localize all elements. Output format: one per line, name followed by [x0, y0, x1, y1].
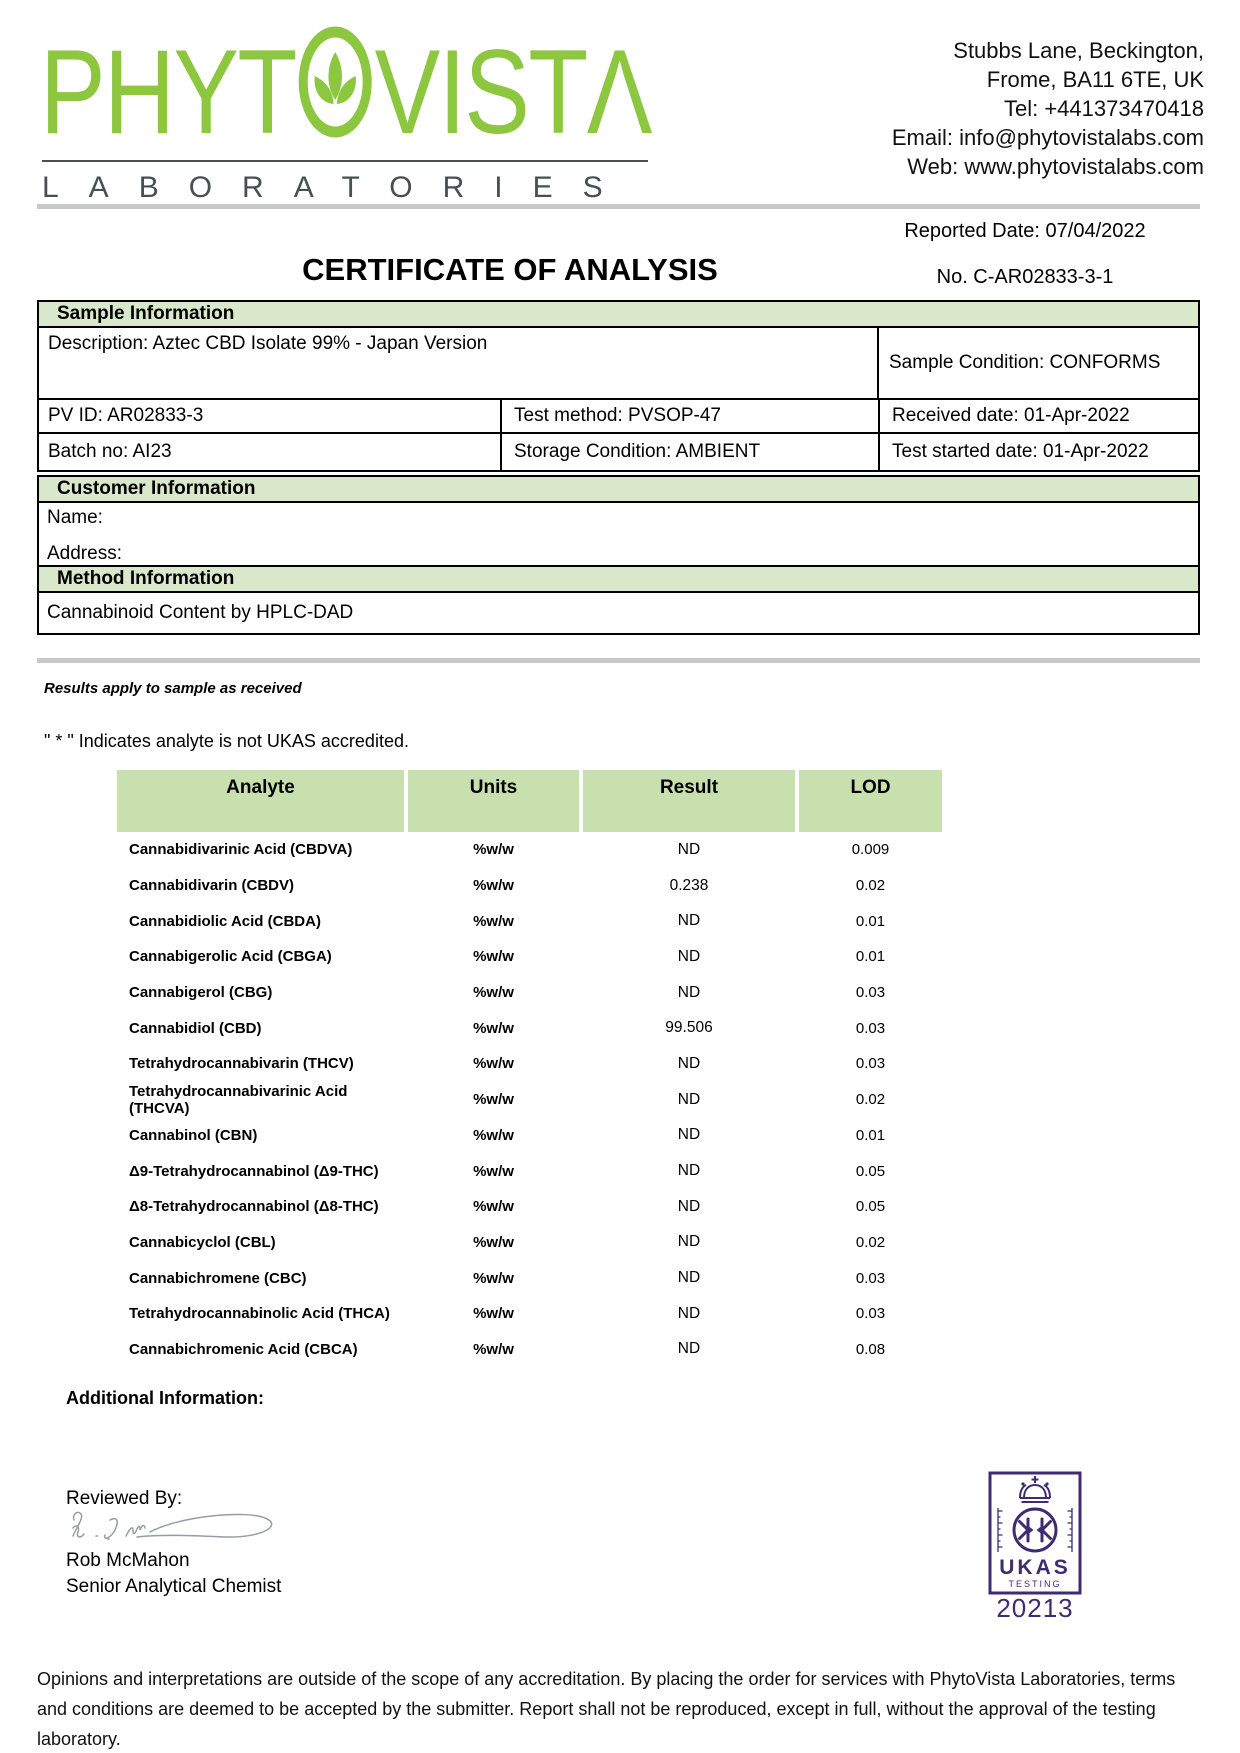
section-divider	[37, 658, 1200, 663]
analyte-cell: Δ9-Tetrahydrocannabinol (Δ9-THC)	[129, 1162, 379, 1180]
report-number: No. C-AR02833-3-1	[936, 266, 1114, 288]
units-cell: %w/w	[473, 1233, 514, 1251]
page-title: CERTIFICATE OF ANALYSIS	[302, 252, 718, 287]
analyte-cell: Cannabigerolic Acid (CBGA)	[129, 948, 332, 966]
lod-cell: 0.02	[855, 1233, 886, 1251]
reviewed-by-label: Reviewed By:	[66, 1488, 183, 1509]
analyte-cell: Cannabichromenic Acid (CBCA)	[129, 1340, 358, 1358]
ukas-mark	[987, 1470, 1083, 1630]
lod-cell: 0.01	[855, 948, 886, 966]
result-cell: ND	[677, 840, 701, 858]
contact-web: Web: www.phytovistalabs.com	[907, 154, 1204, 179]
reviewer-name: Rob McMahon	[66, 1550, 190, 1571]
result-cell: ND	[677, 983, 701, 1001]
table-row	[117, 868, 942, 904]
lod-cell: 0.08	[855, 1340, 886, 1358]
method-field: Cannabinoid Content by HPLC-DAD	[47, 602, 354, 623]
ukas-device-icon	[1014, 1509, 1056, 1551]
result-cell: ND	[677, 1090, 701, 1108]
lod-cell: 0.03	[855, 1019, 886, 1037]
result-cell: ND	[677, 1126, 701, 1144]
units-cell: %w/w	[473, 1055, 514, 1073]
table-row	[117, 1046, 942, 1082]
units-cell: %w/w	[473, 984, 514, 1002]
lod-cell: 0.02	[855, 877, 886, 895]
result-cell: ND	[677, 1340, 701, 1358]
table-row	[117, 1225, 942, 1261]
result-cell: ND	[677, 1162, 701, 1180]
method-information-header: Method Information	[39, 567, 1198, 593]
analyte-cell: Cannabidiol (CBD)	[129, 1019, 262, 1037]
contact-tel: Tel: +441373470418	[1003, 96, 1204, 121]
phytovista-logo	[40, 26, 651, 157]
test-method-field: Test method: PVSOP-47	[502, 400, 880, 432]
result-cell: ND	[677, 947, 701, 965]
results-note: Results apply to sample as received	[44, 680, 302, 697]
accreditation-note: " * " Indicates analyte is not UKAS accredited.	[44, 731, 409, 751]
analyte-cell: Cannabicyclol (CBL)	[129, 1233, 276, 1251]
description-field: Description: Aztec CBD Isolate 99% - Japan Version	[39, 328, 879, 398]
ukas-org-text: UKAS	[999, 1556, 1071, 1579]
units-cell: %w/w	[473, 1091, 514, 1109]
analyte-cell: Cannabigerol (CBG)	[129, 984, 273, 1002]
column-header-units: Units	[408, 770, 579, 832]
column-header-lod: LOD	[799, 770, 942, 832]
column-header-result: Result	[583, 770, 795, 832]
table-row	[117, 1296, 942, 1332]
method-information-section	[37, 565, 1200, 635]
customer-address-field: Address:	[47, 543, 122, 564]
column-header-analyte: Analyte	[117, 770, 404, 832]
logo-text-part1: PHYT	[40, 24, 296, 159]
result-cell: ND	[677, 1269, 701, 1287]
test-started-date-field: Test started date: 01-Apr-2022	[892, 441, 1149, 462]
table-row	[117, 1189, 942, 1225]
units-cell: %w/w	[473, 1305, 514, 1323]
result-cell: 99.506	[665, 1019, 713, 1037]
result-cell: ND	[677, 1233, 701, 1251]
lod-cell: 0.03	[855, 1305, 886, 1323]
sample-information-header: Sample Information	[39, 302, 1198, 328]
analyte-cell: Cannabichromene (CBC)	[129, 1269, 307, 1287]
units-cell: %w/w	[473, 877, 514, 895]
footer-disclaimer: Opinions and interpretations are outside of the scope of any accreditation. By placing the order for services with PhytoVista Laboratories, terms and conditions are deemed to be accepted by the submitter. Report shall not be reproduced, except in full, without the approval of the testing laboratory.	[37, 1669, 1176, 1749]
contact-address-line2: Frome, BA11 6TE, UK	[986, 67, 1204, 92]
lod-cell: 0.01	[855, 1126, 886, 1144]
ukas-scheme-text: TESTING	[1008, 1579, 1062, 1589]
sample-information-section	[37, 300, 1200, 472]
units-cell: %w/w	[473, 1269, 514, 1287]
units-cell: %w/w	[473, 1126, 514, 1144]
table-row	[117, 975, 942, 1011]
customer-information-section	[37, 475, 1200, 567]
table-row	[117, 939, 942, 975]
description-row	[39, 328, 1198, 400]
ukas-ruler-ticks	[998, 1508, 1072, 1552]
header-divider	[37, 204, 1200, 209]
customer-name-field: Name:	[47, 507, 103, 528]
analyte-cell: Tetrahydrocannabivarin (THCV)	[129, 1055, 354, 1073]
table-row	[117, 1010, 942, 1046]
table-row	[117, 1332, 942, 1368]
logo-text-part2: VIST	[374, 24, 587, 159]
analyte-cell: Tetrahydrocannabivarinic Acid (THCVA)	[129, 1082, 348, 1117]
sample-ids-row	[39, 400, 1198, 434]
table-row	[117, 903, 942, 939]
sample-condition-field: Sample Condition: CONFORMS	[889, 352, 1161, 373]
logo-text-part3: Λ	[586, 24, 651, 159]
lod-cell: 0.05	[855, 1198, 886, 1216]
units-cell: %w/w	[473, 912, 514, 930]
pv-id-field: PV ID: AR02833-3	[39, 400, 502, 432]
lod-cell: 0.03	[855, 1055, 886, 1073]
analyte-cell: Cannabinol (CBN)	[129, 1126, 258, 1144]
reported-date: Reported Date: 07/04/2022	[904, 220, 1146, 242]
customer-information-box	[39, 503, 1198, 565]
results-table-header	[117, 770, 942, 832]
analyte-cell: Tetrahydrocannabinolic Acid (THCA)	[129, 1305, 390, 1323]
contact-address-line1: Stubbs Lane, Beckington,	[953, 38, 1204, 63]
lod-cell: 0.05	[855, 1162, 886, 1180]
result-cell: ND	[677, 1197, 701, 1215]
logo-subtitle: LABORATORIES	[42, 160, 648, 205]
result-cell: ND	[677, 912, 701, 930]
table-row	[117, 1260, 942, 1296]
units-cell: %w/w	[473, 1019, 514, 1037]
lod-cell: 0.01	[855, 912, 886, 930]
units-cell: %w/w	[473, 841, 514, 859]
received-date-field: Received date: 01-Apr-2022	[892, 405, 1130, 426]
result-cell: ND	[677, 1054, 701, 1072]
ukas-number: 20213	[996, 1593, 1074, 1623]
result-cell: ND	[677, 1304, 701, 1322]
analyte-cell: Cannabidivarin (CBDV)	[129, 877, 295, 895]
storage-condition-field: Storage Condition: AMBIENT	[502, 434, 880, 470]
contact-email: Email: info@phytovistalabs.com	[891, 125, 1204, 150]
lod-cell: 0.02	[855, 1091, 886, 1109]
customer-information-header: Customer Information	[39, 477, 1198, 503]
units-cell: %w/w	[473, 1162, 514, 1180]
result-cell: 0.238	[669, 876, 709, 894]
table-row	[117, 1153, 942, 1189]
lod-cell: 0.03	[855, 984, 886, 1002]
leaf-o-icon	[298, 26, 373, 157]
lod-cell: 0.03	[855, 1269, 886, 1287]
reviewer-title: Senior Analytical Chemist	[66, 1576, 282, 1597]
table-row	[117, 1082, 942, 1118]
lab-contact-block	[892, 36, 1204, 181]
batch-no-field: Batch no: AI23	[39, 434, 502, 470]
table-row	[117, 1118, 942, 1154]
units-cell: %w/w	[473, 1198, 514, 1216]
units-cell: %w/w	[473, 948, 514, 966]
table-row	[117, 832, 942, 868]
additional-information-label: Additional Information:	[66, 1388, 264, 1408]
results-table	[117, 770, 942, 1367]
batch-row	[39, 434, 1198, 470]
results-table-body	[117, 832, 942, 1367]
analyte-cell: Δ8-Tetrahydrocannabinol (Δ8-THC)	[129, 1198, 379, 1216]
ukas-crown-icon	[1020, 1476, 1050, 1502]
analyte-cell: Cannabidiolic Acid (CBDA)	[129, 912, 321, 930]
lod-cell: 0.009	[851, 841, 890, 859]
units-cell: %w/w	[473, 1340, 514, 1358]
analyte-cell: Cannabidivarinic Acid (CBDVA)	[129, 841, 353, 859]
